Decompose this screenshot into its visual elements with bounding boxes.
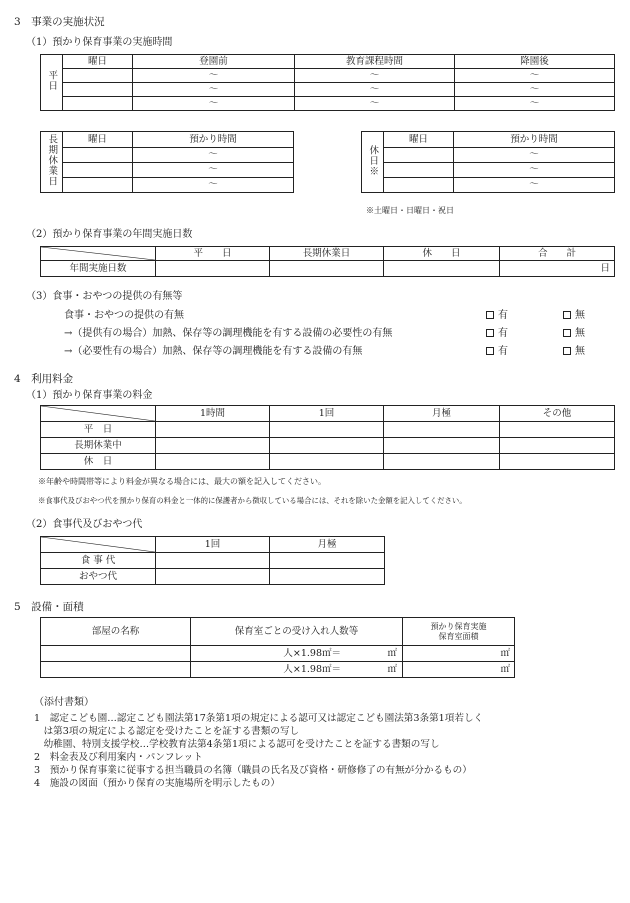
header-long-vacation: 長期休業日 xyxy=(270,247,384,261)
yes-checkbox[interactable]: 有 xyxy=(486,346,508,358)
annual-days-table xyxy=(40,246,615,277)
holiday-note: ※土曜日・日曜日・祝日 xyxy=(366,206,454,215)
header-room-name: 部屋の名称 xyxy=(41,618,191,646)
no-checkbox[interactable]: 無 xyxy=(563,310,585,322)
time-cell[interactable]: ～ xyxy=(133,83,295,97)
food-row-label: おやつ代 xyxy=(41,569,156,585)
area-cell[interactable]: ㎡ xyxy=(403,646,515,662)
yes-checkbox[interactable]: 有 xyxy=(486,310,508,322)
food-row-label: 食 事 代 xyxy=(41,553,156,569)
meal-row-label: →（必要性有の場合）加熱、保存等の調理機能を有する設備の有無 xyxy=(64,346,363,357)
header-holiday: 休 日 xyxy=(384,247,500,261)
header-monthly: 月極 xyxy=(270,537,385,553)
holiday-row-label: 休日※ xyxy=(362,132,384,193)
day-cell[interactable] xyxy=(63,178,133,193)
attachment-line: は第3項の規定による認定を受けたことを証する書類の写し xyxy=(34,726,300,737)
no-checkbox[interactable]: 無 xyxy=(563,346,585,358)
time-cell[interactable]: ～ xyxy=(133,97,295,111)
fee-cell[interactable] xyxy=(270,454,384,470)
food-fee-cell[interactable] xyxy=(156,553,270,569)
fee-row-label: 休 日 xyxy=(41,454,156,470)
fee-table xyxy=(40,405,615,470)
fee-cell[interactable] xyxy=(156,422,270,438)
diagonal-header-cell xyxy=(41,247,156,261)
section-3-1-title: （1）預かり保育事業の実施時間 xyxy=(26,37,173,48)
day-cell[interactable] xyxy=(63,163,133,178)
food-fee-cell[interactable] xyxy=(270,569,385,585)
fee-cell[interactable] xyxy=(500,438,615,454)
section-4-1-title: （1）預かり保育事業の料金 xyxy=(26,390,153,401)
header-weekday: 平 日 xyxy=(156,247,270,261)
fee-cell[interactable] xyxy=(270,438,384,454)
time-cell[interactable]: ～ xyxy=(455,97,615,111)
header-weekday: 曜日 xyxy=(384,132,454,148)
fee-cell[interactable] xyxy=(384,422,500,438)
time-cell[interactable]: ～ xyxy=(295,97,455,111)
header-once: 1回 xyxy=(270,406,384,422)
fee-cell[interactable] xyxy=(500,422,615,438)
day-cell[interactable] xyxy=(384,163,454,178)
diagonal-header-cell xyxy=(41,406,156,422)
fee-note-2: ※食事代及びおやつ代を預かり保育の料金と一体的に保護者から徴収している場合には、それを除いた金額を記入してください。 xyxy=(38,496,467,505)
room-name-cell[interactable] xyxy=(41,662,191,678)
long-vacation-row-label: 長期休業日 xyxy=(41,132,63,193)
time-cell[interactable]: ～ xyxy=(133,69,295,83)
time-cell[interactable]: ～ xyxy=(133,178,294,193)
header-total: 合 計 xyxy=(500,247,615,261)
fee-cell[interactable] xyxy=(500,454,615,470)
fee-cell[interactable] xyxy=(384,454,500,470)
day-cell[interactable] xyxy=(384,178,454,193)
room-name-cell[interactable] xyxy=(41,646,191,662)
fee-row-label: 長期休業中 xyxy=(41,438,156,454)
food-fee-table xyxy=(40,536,385,585)
section-3-2-title: （2）預かり保育事業の年間実施日数 xyxy=(26,229,193,240)
capacity-cell[interactable]: 人×1.98㎡＝ ㎡ xyxy=(191,646,403,662)
header-weekday: 曜日 xyxy=(63,55,133,69)
diagonal-header-cell xyxy=(41,537,156,553)
header-monthly: 月極 xyxy=(384,406,500,422)
header-before: 登園前 xyxy=(133,55,295,69)
attachment-line: 3 預かり保育事業に従事する担当職員の名簿（職員の氏名及び資格・研修修了の有無が分かるもの） xyxy=(34,765,472,776)
capacity-cell[interactable]: 人×1.98㎡＝ ㎡ xyxy=(191,662,403,678)
section-4-title: 4 利用料金 xyxy=(14,373,74,385)
time-cell[interactable]: ～ xyxy=(454,178,615,193)
area-cell[interactable]: ㎡ xyxy=(403,662,515,678)
long-vacation-table xyxy=(40,131,294,193)
time-cell[interactable]: ～ xyxy=(455,83,615,97)
checkbox-icon xyxy=(563,311,571,319)
annual-total-cell[interactable]: 日 xyxy=(500,261,615,277)
attachments-title: （添付書類） xyxy=(34,697,94,708)
header-weekday: 曜日 xyxy=(63,132,133,148)
fee-note-1: ※年齢や時間帯等により料金が異なる場合には、最大の額を記入してください。 xyxy=(38,477,326,486)
annual-holiday-cell[interactable] xyxy=(384,261,500,277)
attachment-line: 4 施設の図面（預かり保育の実施場所を明示したもの） xyxy=(34,778,280,789)
attachment-line: 幼稚園、特別支援学校…学校教育法第4条第1項による認可を受けたことを証する書類の写し xyxy=(34,739,440,750)
annual-weekday-cell[interactable] xyxy=(156,261,270,277)
day-cell[interactable] xyxy=(384,148,454,163)
annual-row-label: 年間実施日数 xyxy=(41,261,156,277)
section-5-title: 5 設備・面積 xyxy=(14,601,84,613)
time-cell[interactable]: ～ xyxy=(454,163,615,178)
header-hour: 1時間 xyxy=(156,406,270,422)
fee-cell[interactable] xyxy=(270,422,384,438)
weekday-day-cell[interactable] xyxy=(63,69,133,83)
meal-row-label: →（提供有の場合）加熱、保存等の調理機能を有する設備の必要性の有無 xyxy=(64,328,393,339)
time-cell[interactable]: ～ xyxy=(133,148,294,163)
checkbox-icon xyxy=(563,329,571,337)
attachment-line: 1 認定こども園…認定こども園法第17条第1項の規定による認可又は認定こども園法第3条第1項若しく xyxy=(34,713,484,724)
time-cell[interactable]: ～ xyxy=(295,83,455,97)
header-hours: 預かり時間 xyxy=(133,132,294,148)
weekday-day-cell[interactable] xyxy=(63,97,133,111)
checkbox-icon xyxy=(486,347,494,355)
holiday-table xyxy=(361,131,615,193)
time-cell[interactable]: ～ xyxy=(295,69,455,83)
header-curriculum: 教育課程時間 xyxy=(295,55,455,69)
day-cell[interactable] xyxy=(63,148,133,163)
section-3-title: 3 事業の実施状況 xyxy=(14,16,105,28)
time-cell[interactable]: ～ xyxy=(455,69,615,83)
section-4-2-title: （2）食事代及びおやつ代 xyxy=(26,519,143,530)
facility-table xyxy=(40,617,515,678)
time-cell[interactable]: ～ xyxy=(454,148,615,163)
weekday-day-cell[interactable] xyxy=(63,83,133,97)
yes-checkbox[interactable]: 有 xyxy=(486,328,508,340)
header-after: 降園後 xyxy=(455,55,615,69)
header-hours: 預かり時間 xyxy=(454,132,615,148)
header-area: 預かり保育実施 保育室面積 xyxy=(403,618,515,646)
fee-cell[interactable] xyxy=(156,454,270,470)
header-other: その他 xyxy=(500,406,615,422)
time-cell[interactable]: ～ xyxy=(133,163,294,178)
checkbox-icon xyxy=(486,329,494,337)
header-once: 1回 xyxy=(156,537,270,553)
fee-cell[interactable] xyxy=(156,438,270,454)
weekday-row-label: 平日 xyxy=(41,55,63,111)
header-capacity: 保育室ごとの受け入れ人数等 xyxy=(191,618,403,646)
attachment-line: 2 料金表及び利用案内・パンフレット xyxy=(34,752,203,763)
section-3-3-title: （3）食事・おやつの提供の有無等 xyxy=(26,291,183,302)
checkbox-icon xyxy=(486,311,494,319)
food-fee-cell[interactable] xyxy=(270,553,385,569)
annual-long-cell[interactable] xyxy=(270,261,384,277)
food-fee-cell[interactable] xyxy=(156,569,270,585)
fee-cell[interactable] xyxy=(384,438,500,454)
fee-row-label: 平 日 xyxy=(41,422,156,438)
checkbox-icon xyxy=(563,347,571,355)
no-checkbox[interactable]: 無 xyxy=(563,328,585,340)
weekday-hours-table xyxy=(40,54,615,111)
meal-row-label: 食事・おやつの提供の有無 xyxy=(64,310,184,321)
